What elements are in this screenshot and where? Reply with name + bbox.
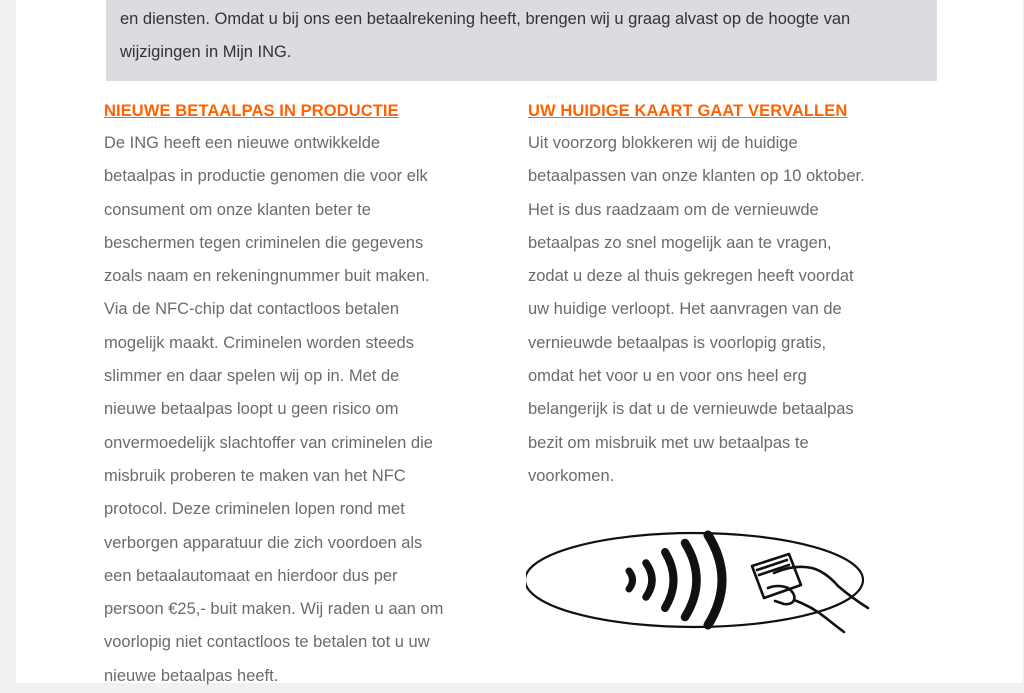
left-line: een betaalautomaat en hierdoor dus per	[104, 566, 398, 585]
left-line: voorlopig niet contactloos te betalen tot u uw	[104, 633, 430, 652]
hand-with-card-icon	[752, 554, 868, 632]
right-line: vernieuwde betaalpas is voorlopig gratis,	[528, 333, 827, 352]
intro-line-2: wijzigingen in Mijn ING.	[120, 43, 292, 61]
left-column	[104, 95, 494, 693]
right-line: omdat het voor u en voor ons heel erg	[528, 367, 807, 386]
intro-text	[120, 3, 930, 69]
right-line: betaalpassen van onze klanten op 10 oktober.	[528, 167, 865, 186]
right-line: Uit voorzorg blokkeren wij de huidige	[528, 134, 798, 152]
right-column	[528, 95, 913, 493]
left-line: nieuwe betaalpas heeft.	[104, 666, 279, 685]
left-line: persoon €25,- buit maken. Wij raden u aan om	[104, 600, 444, 619]
left-line: betaalpas in productie genomen die voor elk	[104, 167, 428, 186]
right-line: bezit om misbruik met uw betaalpas te	[528, 433, 809, 452]
left-body-text	[104, 127, 494, 693]
intro-banner	[106, 0, 937, 81]
contactless-payment-icon	[526, 528, 874, 634]
left-line: misbruik proberen te maken van het NFC	[104, 466, 406, 485]
left-line: slimmer en daar spelen wij op in. Met de	[104, 367, 400, 386]
left-line: verborgen apparatuur die zich voordoen als	[104, 533, 423, 552]
left-line: zoals naam en rekeningnummer buit maken.	[104, 267, 430, 286]
left-line: beschermen tegen criminelen die gegevens	[104, 233, 424, 252]
left-line: nieuwe betaalpas loopt u geen risico om	[104, 400, 399, 419]
right-line: belangerijk is dat u de vernieuwde betaalpas	[528, 400, 854, 419]
left-line: mogelijk maakt. Criminelen worden steeds	[104, 333, 414, 352]
right-line: uw huidige verloopt. Het aanvragen van de	[528, 300, 842, 319]
right-line: voorkomen.	[528, 466, 615, 485]
right-body-text	[528, 127, 913, 493]
right-heading: UW HUIDIGE KAART GAAT VERVALLEN	[528, 102, 848, 120]
right-line: Het is dus raadzaam om de vernieuwde	[528, 200, 819, 219]
left-line: onvermoedelijk slachtoffer van criminelen die	[104, 433, 433, 452]
contactless-waves-icon	[629, 535, 722, 625]
left-line: Via de NFC-chip dat contactloos betalen	[104, 300, 400, 319]
right-line: betaalpas zo snel mogelijk aan te vragen,	[528, 233, 832, 252]
left-line: protocol. Deze criminelen lopen rond met	[104, 500, 405, 519]
left-line: consument om onze klanten beter te	[104, 200, 371, 219]
left-heading: NIEUWE BETAALPAS IN PRODUCTIE	[104, 102, 399, 120]
left-line: De ING heeft een nieuwe ontwikkelde	[104, 134, 381, 152]
intro-line-1: en diensten. Omdat u bij ons een betaalrekening heeft, brengen wij u graag alvast op de hoogte van	[120, 10, 851, 28]
right-line: zodat u deze al thuis gekregen heeft voordat	[528, 267, 854, 286]
